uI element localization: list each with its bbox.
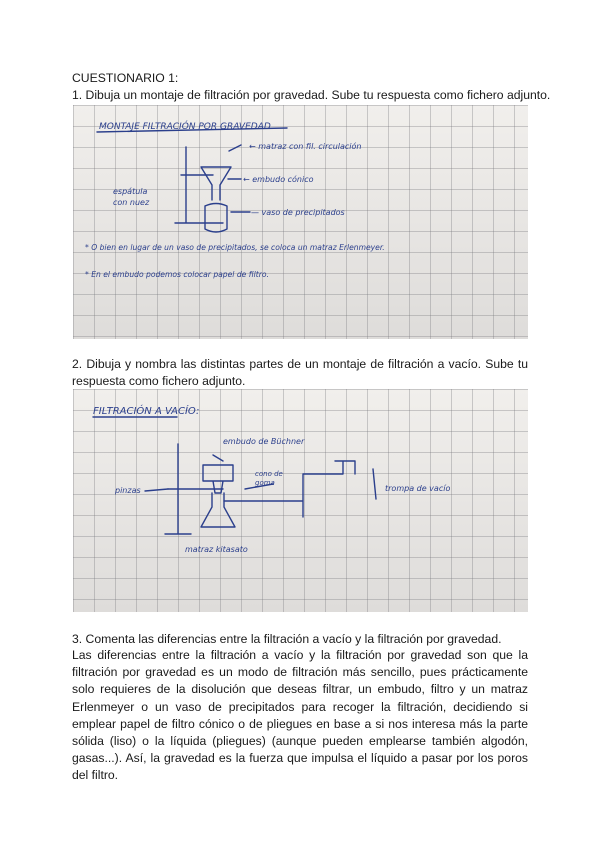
funnel-drawing <box>201 167 231 200</box>
label-espatula: espátula <box>113 187 148 196</box>
label-matraz: ← matraz con fil. circulación <box>249 142 362 151</box>
label-trompa: trompa de vacío <box>385 484 451 493</box>
label-vaso: — vaso de precipitados <box>251 208 345 217</box>
tube-drawing <box>224 461 355 517</box>
label-pinzas: pinzas <box>115 486 141 495</box>
drawing-heading-2: FILTRACIÓN A VACÍO: <box>93 406 200 417</box>
question-3: 3. Comenta las diferencias entre la filtración a vacío y la filtración por gravedad. <box>72 632 502 646</box>
question-2: 2. Dibuja y nombra las distintas partes de un montaje de filtración a vacío. Sube tu respuesta como fichero adjunto. <box>72 357 528 389</box>
label-kitasato: matraz kitasato <box>185 545 248 554</box>
vacuum-filtration-photo <box>73 389 528 612</box>
drawing-heading: MONTAJE FILTRACIÓN POR GRAVEDAD <box>99 122 271 132</box>
note-1: * O bien en lugar de un vaso de precipitados, se coloca un matraz Erlenmeyer. <box>85 243 385 252</box>
kitasato-drawing <box>201 493 235 527</box>
beaker-drawing <box>205 204 227 233</box>
support-stand-drawing <box>175 147 223 223</box>
label-espatula-2: con nuez <box>113 198 150 207</box>
label-buchner: embudo de Büchner <box>223 437 305 446</box>
answer-3: Las diferencias entre la filtración a vacío y la filtración por gravedad son que la filtración por gravedad es un modo de filtración más sencillo, pues prácticamente solo requieres de la disolución que deseas filtrar, un embudo, filtro y un matraz Erlenmeyer o un vaso de precipitados para recoger la filtración, decidiendo si emplear papel de filtro cónico o de pliegues en base a si nos interesa más la parte sólida (liso) o la líquida (pliegues) (aunque pueden emplearse también algodón, gasas...). Así, la gravedad es la fuerza que impulsa el líquido a pasar por los poros del filtro. <box>72 648 528 783</box>
label-cono-2: goma <box>255 479 275 487</box>
gravity-filtration-photo <box>73 105 528 339</box>
label-cono: cono de <box>255 470 283 478</box>
note-2: * En el embudo podemos colocar papel de filtro. <box>85 270 269 279</box>
document-title: CUESTIONARIO 1: <box>72 71 179 85</box>
label-embudo: ← embudo cónico <box>243 175 314 184</box>
question-1: 1. Dibuja un montaje de filtración por gravedad. Sube tu respuesta como fichero adjunto. <box>72 88 551 102</box>
